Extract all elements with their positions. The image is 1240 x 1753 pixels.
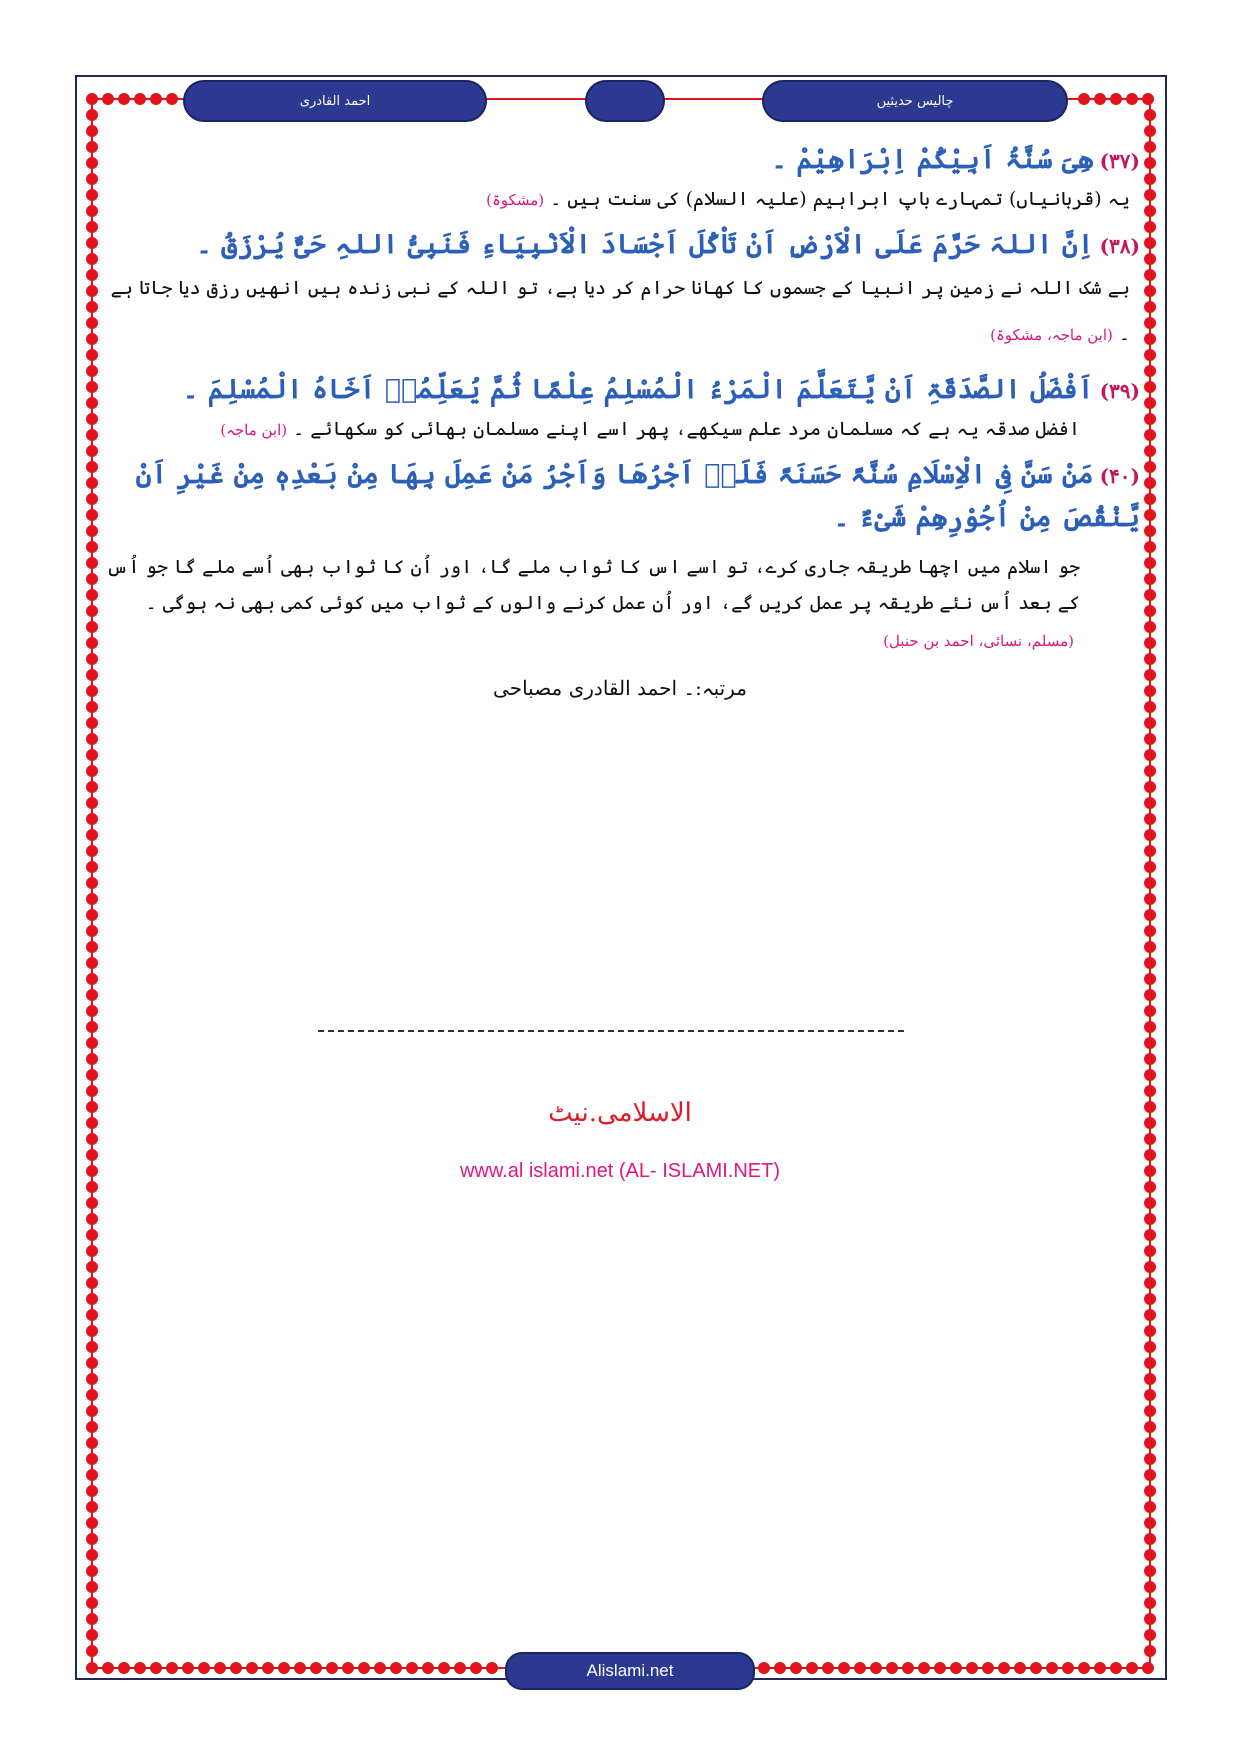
- hadith-39-reference: (ابن ماجہ): [220, 420, 288, 439]
- main-content: [100, 138, 1140, 720]
- hadith-37-arabic: (۳۷)ھِیَ سُنَّۃُ اَبِیْکُمْ اِبْرَاھِیْمْ ۔: [771, 144, 1140, 175]
- header-author-text: احمد القادری: [299, 93, 371, 109]
- hadith-37-number: (۳۷): [1099, 149, 1140, 173]
- header-book-title-text: چالیس حدیثیں: [876, 93, 954, 109]
- hadith-40-translation: جو اسلام میں اچھا طریقہ جاری کرے، تو اسے اس کا ثواب ملے گا، اور اُن کا ثواب بھی اُسے ملے گا جو اُس کے بعد اُس نئے طریقہ پر عمل کریں گے، اور اُن عمل کرنے والوں کے ثواب میں کوئی کمی بھی نہ ہوگی ۔(مسلم، نسائی، احمد بن حنبل): [106, 556, 1080, 650]
- hadith-37-reference: (مشکوۃ): [486, 191, 545, 210]
- header-book-title-pill: [762, 80, 1068, 122]
- hadith-37-translation: یہ (قربانیاں) تمہارے باپ ابراہیم (علیہ السلام) کی سنت ہیں ۔(مشکوۃ): [486, 188, 1130, 211]
- header-center-ornament: [585, 80, 665, 122]
- site-name-urdu: الاسلامی.نیٹ: [548, 1098, 692, 1128]
- hadith-38-number: (۳۸): [1099, 234, 1140, 259]
- hadith-38-reference: (ابن ماجہ، مشکوۃ): [990, 326, 1113, 345]
- hadith-38-translation: بے شک اللہ نے زمین پر انبیا کے جسموں کا کھانا حرام کر دیا ہے، تو اللہ کے نبی زندہ ہیں انھیں رزق دیا جاتا ہے ۔(ابن ماجہ، مشکوۃ): [110, 277, 1130, 346]
- divider-line: [318, 1030, 904, 1032]
- footer-site-pill: [505, 1652, 755, 1690]
- hadith-39-number: (۳۹): [1099, 378, 1140, 403]
- hadith-40-number: (۴۰): [1099, 463, 1140, 488]
- site-url-link[interactable]: www.al islami.net (AL- ISLAMI.NET): [459, 1160, 781, 1182]
- hadith-39-arabic: (۳۹)اَفْضَلُ الصَّدَقَۃِ اَنْ یَّتَعَلَّمَ الْمَرْءُ الْمُسْلِمُ عِلْمًا ثُمَّ یُعَلِّمُہٗ اَخَاہُ الْمُسْلِمَ ۔: [182, 373, 1140, 405]
- footer-site-text[interactable]: Alislami.net: [586, 1661, 674, 1680]
- compiler-credit: مرتبہ:۔ احمد القادری مصباحی: [493, 675, 747, 700]
- hadith-40-reference: (مسلم، نسائی، احمد بن حنبل): [883, 631, 1074, 650]
- hadith-38-arabic: (۳۸)اِنَّ اللہَ حَرَّمَ عَلَی الْاَرْضِ اَنْ تَاْکُلَ اَجْسَادَ الْاَنْبِیَاءِ فَنَبِیُّ اللہِ حَیٌّ یُرْزَقُ ۔: [196, 229, 1140, 261]
- hadith-40-arabic: (۴۰)مَنْ سَنَّ فِی الْاِسْلَامِ سُنَّۃً حَسَنَۃً فَلَہٗ اَجْرُھَا وَاَجْرُ مَنْ عَمِلَ بِھَا مِنْ بَعْدِہٖ مِنْ غَیْرِ اَنْ یَّنْقُصَ مِنْ اُجُوْرِھِمْ شَیْءٌ ۔: [135, 458, 1140, 534]
- header-author-pill: [183, 80, 487, 122]
- hadith-39-translation: افضل صدقہ یہ ہے کہ مسلمان مرد علم سیکھے، پھر اسے اپنے مسلمان بھائی کو سکھائے ۔(ابن ماجہ): [220, 417, 1080, 440]
